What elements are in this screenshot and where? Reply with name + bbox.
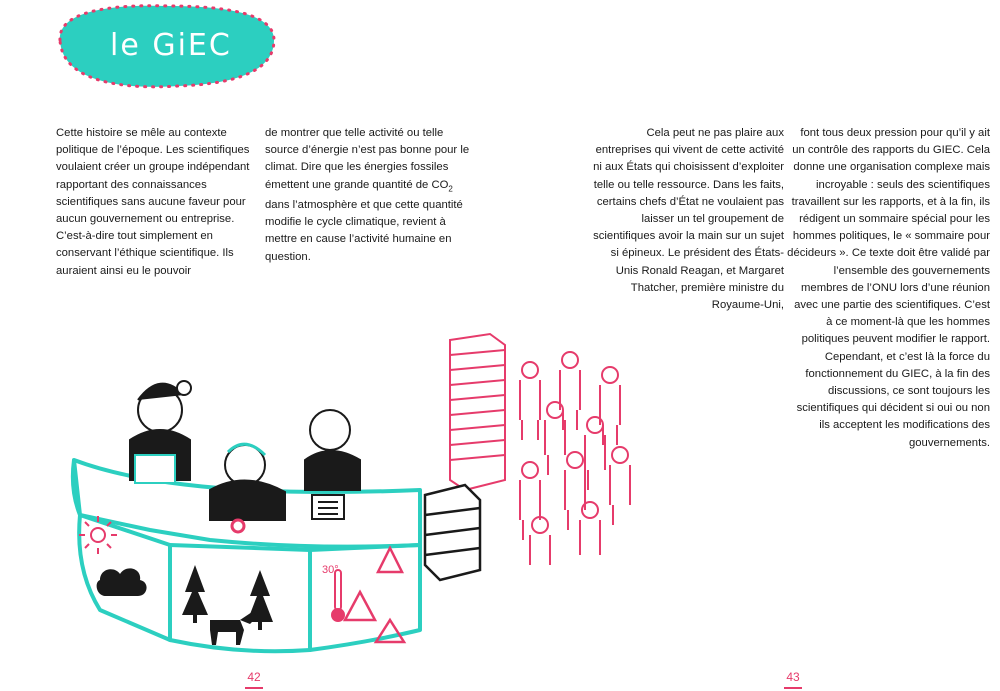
archive-boxes bbox=[425, 485, 480, 580]
thermometer-icon bbox=[332, 570, 344, 621]
scientist-right bbox=[305, 410, 360, 519]
col2-part1: de montrer que telle activité ou telle source d’énergie n’est pas bonne pour le climat. Dire que les énergies fossiles émettent une grande quantité de CO bbox=[265, 127, 470, 191]
moose-icon bbox=[210, 612, 258, 645]
page-title: le GiEC bbox=[110, 28, 232, 63]
col2-part2: dans l’atmosphère et que cette quantité modifie le cycle climatique, revient à mettre en cause l’activité humaine en question. bbox=[265, 199, 463, 263]
warning-icon bbox=[345, 548, 404, 642]
page-number-right: 43 bbox=[778, 670, 808, 689]
text-column-2 bbox=[265, 125, 470, 266]
politicians-crowd bbox=[520, 352, 630, 565]
text-column-4: font tous deux pression pour qu’il y ait un contrôle des rapports du GIEC. Cela donne une organisation complexe mais incroyable : seuls des scientifiques travaillent sur les rapports, et à la fin, ils rédigent un sommaire spécial pour les hommes politiques, le « sommaire pour décideurs ». Ce texte doit être validé par l’ensemble des gouvernements membres de l’ONU lors d’une réunion avec une partie des scientifiques. C’est à ce moment-là que les hommes politiques peuvent modifier le rapport. Cependant, et c’est là la force du fonctionnement du GIEC, à la fin des discussions, ce sont toujours les scientifiques qui décident si oui ou non ils acceptent les modifications des gouvernements. bbox=[787, 127, 990, 449]
page-number-left: 42 bbox=[239, 670, 269, 689]
co2-subscript: 2 bbox=[448, 183, 453, 193]
thermometer-label: 30° bbox=[322, 564, 339, 576]
report-stack bbox=[450, 334, 505, 490]
text-column-1: Cette histoire se mêle au contexte politique de l’époque. Les scientifiques voulaient créer un groupe indépendant rapportant des connaissances scientifiques sans aucune faveur pour aucun gouvernement ou entreprise. C’est-à-dire tout simplement en conservant l’éthique scientifique. Ils auraient ainsi eu le pouvoir bbox=[56, 127, 250, 277]
text-column-3: Cela peut ne pas plaire aux entreprises qui vivent de cette activité ni aux États qui choisissent d’exploiter telle ou telle ressource. Dans les faits, certains chefs d’État ne voulaient pas laisser un tel groupement de scientifiques avoir la main sur un sujet si épineux. Le président des États-Unis Ronald Reagan, et Margaret Thatcher, première ministre du Royaume-Uni, bbox=[593, 127, 784, 312]
illustration-scientists-desk bbox=[60, 330, 650, 660]
cloud-icon bbox=[97, 568, 147, 596]
scientist-left bbox=[130, 381, 191, 483]
scientist-middle bbox=[210, 444, 285, 532]
